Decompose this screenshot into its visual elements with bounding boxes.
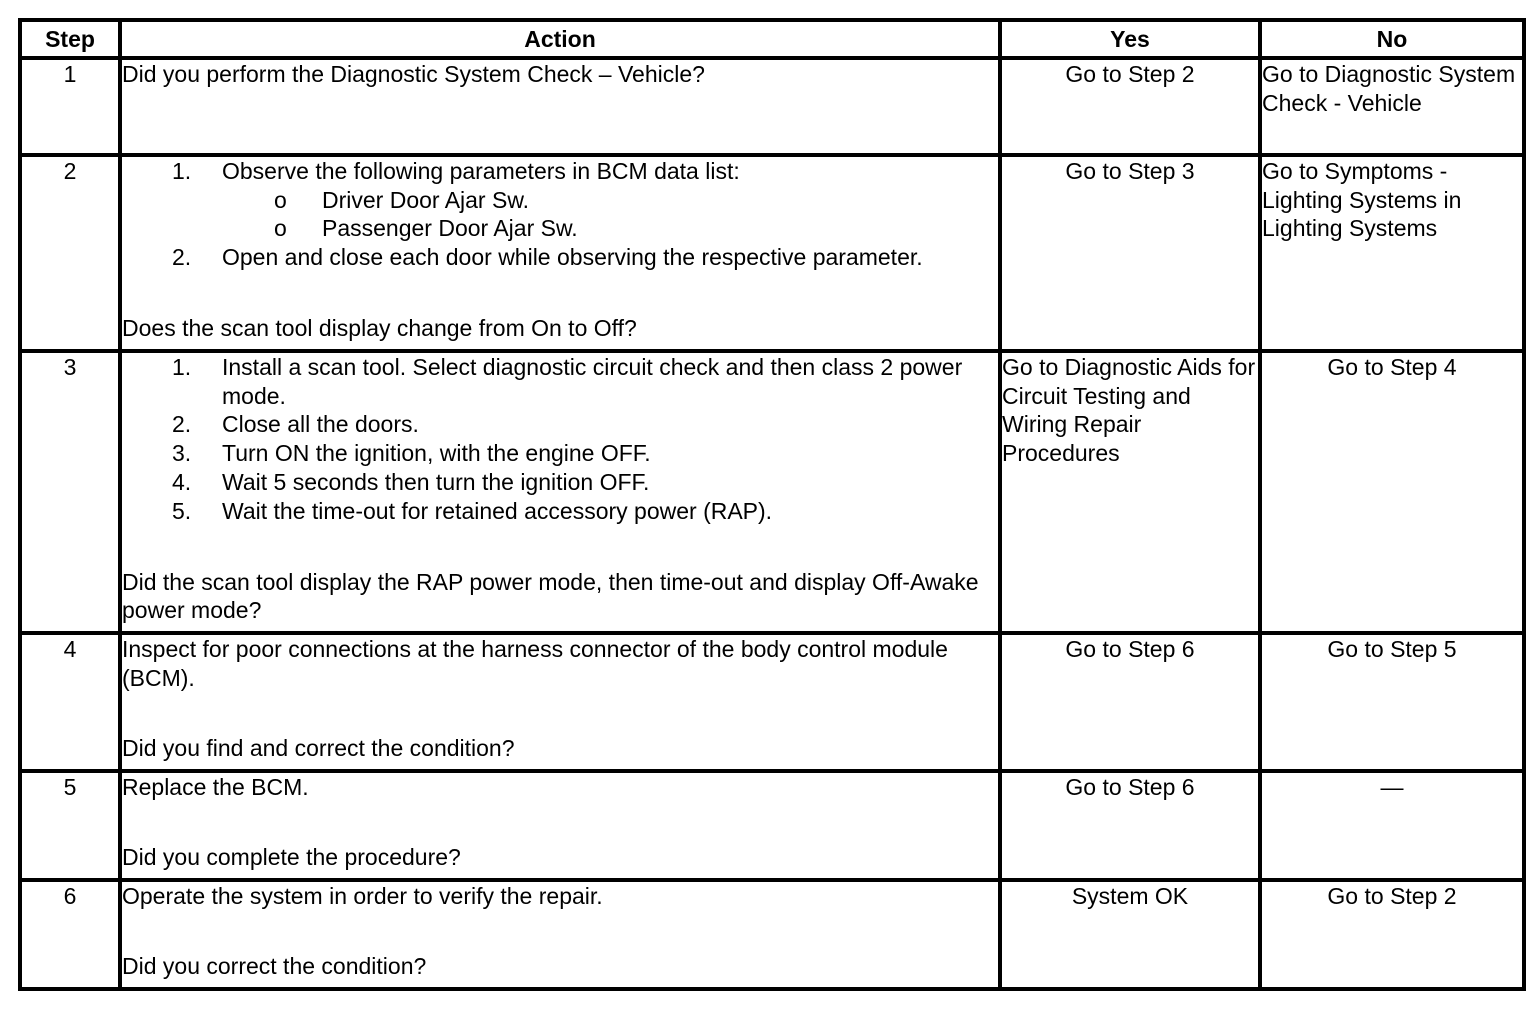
list-text: Wait the time-out for retained accessory power (RAP). — [222, 497, 773, 524]
action-question: Did you correct the condition? — [122, 953, 427, 980]
action-text: Replace the BCM. — [122, 774, 309, 800]
list-item — [122, 353, 998, 410]
step-number: 6 — [20, 880, 120, 989]
action-question: Does the scan tool display change from On to Off? — [122, 315, 637, 342]
action-cell — [120, 771, 1000, 880]
list-number: 1. — [172, 158, 192, 184]
table-row — [20, 771, 1524, 880]
step-number: 1 — [20, 58, 120, 155]
step-number: 5 — [20, 771, 120, 880]
action-cell — [120, 155, 1000, 351]
no-result: Go to Step 2 — [1260, 880, 1524, 989]
yes-result: System OK — [1000, 880, 1260, 989]
action-steps — [122, 157, 998, 186]
table-row — [20, 351, 1524, 633]
no-result: Go to Step 4 — [1260, 351, 1524, 633]
action-text: Operate the system in order to verify the repair. — [122, 883, 603, 909]
list-item — [122, 497, 998, 526]
list-item — [122, 410, 998, 439]
list-text: Turn ON the ignition, with the engine OFF. — [222, 440, 651, 467]
no-result: — — [1260, 771, 1524, 880]
list-number: 5. — [172, 497, 192, 524]
no-result: Go to Diagnostic System Check - Vehicle — [1260, 58, 1524, 155]
step-number: 2 — [20, 155, 120, 351]
action-steps — [122, 243, 998, 272]
list-item — [122, 439, 998, 468]
list-text: Close all the doors. — [222, 411, 419, 438]
list-number: 2. — [172, 411, 192, 438]
bullet-marker: o — [274, 186, 287, 213]
parameter-list — [122, 186, 998, 243]
table-row — [20, 880, 1524, 989]
table-row — [20, 58, 1524, 155]
header-row — [20, 20, 1524, 58]
step-number: 3 — [20, 351, 120, 633]
list-text: Open and close each door while observing the respective parameter. — [222, 244, 923, 271]
list-item — [122, 243, 998, 272]
no-result: Go to Step 5 — [1260, 633, 1524, 771]
bullet-marker: o — [274, 215, 287, 242]
list-number: 3. — [172, 440, 192, 467]
header-step: Step — [20, 20, 120, 58]
list-item — [122, 157, 998, 186]
table-row — [20, 155, 1524, 351]
yes-result: Go to Step 2 — [1000, 58, 1260, 155]
header-action: Action — [120, 20, 1000, 58]
list-text: Passenger Door Ajar Sw. — [322, 215, 578, 242]
list-text: Observe the following parameters in BCM data list: — [222, 158, 740, 184]
yes-result: Go to Step 6 — [1000, 771, 1260, 880]
action-question: Did the scan tool display the RAP power mode, then time-out and display Off-Awake power mode? — [122, 568, 979, 624]
diagnostic-table — [18, 18, 1526, 991]
yes-result: Go to Step 3 — [1000, 155, 1260, 351]
action-text: Inspect for poor connections at the harness connector of the body control module (BCM). — [122, 636, 948, 691]
list-number: 2. — [172, 244, 192, 271]
yes-result: Go to Step 6 — [1000, 633, 1260, 771]
no-result: Go to Symptoms - Lighting Systems in Lighting Systems — [1260, 155, 1524, 351]
action-question: Did you complete the procedure? — [122, 844, 461, 871]
action-cell — [120, 633, 1000, 771]
list-item — [122, 214, 998, 243]
step-number: 4 — [20, 633, 120, 771]
action-cell — [120, 351, 1000, 633]
list-number: 1. — [172, 354, 192, 380]
list-item — [122, 468, 998, 497]
list-text: Install a scan tool. Select diagnostic circuit check and then class 2 power mode. — [222, 354, 963, 409]
list-text: Driver Door Ajar Sw. — [322, 186, 530, 213]
list-item — [122, 186, 998, 215]
action-cell — [120, 880, 1000, 989]
header-yes: Yes — [1000, 20, 1260, 58]
action-text: Did you perform the Diagnostic System Check – Vehicle? — [120, 58, 1000, 155]
action-question: Did you find and correct the condition? — [122, 735, 515, 762]
yes-result: Go to Diagnostic Aids for Circuit Testing and Wiring Repair Procedures — [1000, 351, 1260, 633]
action-steps — [122, 353, 998, 525]
list-number: 4. — [172, 468, 192, 495]
table-row — [20, 633, 1524, 771]
list-text: Wait 5 seconds then turn the ignition OFF. — [222, 468, 650, 495]
header-no: No — [1260, 20, 1524, 58]
